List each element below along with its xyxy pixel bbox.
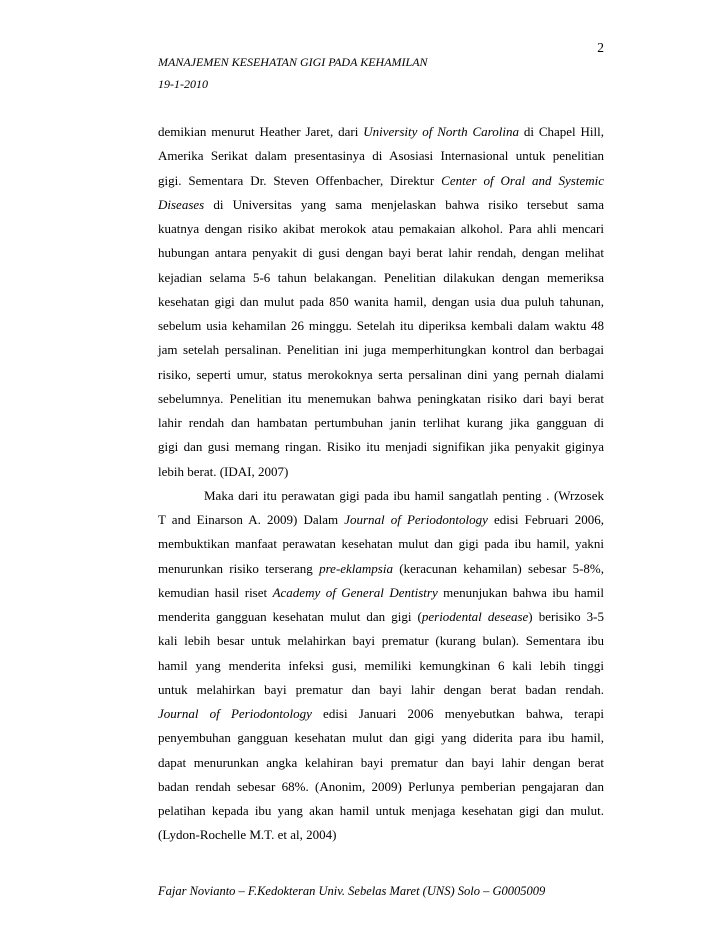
text-line: (Lydon-Rochelle M.T. et al, 2004)	[158, 827, 337, 843]
text-line: lebih berat. (IDAI, 2007)	[158, 463, 289, 479]
text-line: badan rendah sebesar 68%. (Anonim, 2009) Perlunya pemberian pengajaran dan	[158, 778, 604, 794]
text-line: sebelum usia kehamilan 26 minggu. Setelah itu diperiksa kembali dalam waktu 48	[158, 318, 604, 333]
running-header-date: 19-1-2010	[158, 77, 208, 91]
text-line	[158, 508, 604, 532]
text-line	[158, 557, 604, 581]
page-number: 2	[597, 40, 604, 55]
page-footer: Fajar Novianto – F.Kedokteran Univ. Sebelas Maret (UNS) Solo – G0005009	[158, 884, 546, 898]
italic-term: Journal of Periodontology	[344, 512, 488, 527]
text-line: lahir rendah dan hambatan pertumbuhan janin terlihat kurang jika gangguan di	[158, 415, 604, 430]
running-header-title: MANAJEMEN KESEHATAN GIGI PADA KEHAMILAN	[158, 55, 428, 69]
text-line: kesehatan gigi dan mulut pada 850 wanita hamil, dengan usia dua puluh tahunan,	[158, 293, 604, 309]
text-span: (keracunan kehamilan) sebesar 5-8%,	[392, 560, 604, 576]
text-line: jam setelah persalinan. Penelitian ini juga memperhitungkan kontrol dan berbagai	[158, 342, 604, 358]
text-span: ) berisiko 3-5	[528, 609, 604, 624]
text-line	[158, 605, 604, 629]
italic-term: periodental desease	[421, 609, 529, 624]
text-line	[158, 120, 604, 144]
italic-term: Journal of Periodontology	[158, 706, 312, 721]
text-span: edisi Januari 2006 menyebutkan bahwa, terapi	[311, 706, 604, 721]
text-line: kejadian selama 5-6 tahun belakangan. Penelitian dilakukan dengan memeriksa	[158, 269, 604, 285]
text-line: pelatihan kepada ibu yang akan hamil untuk menjaga kesehatan gigi dan mulut.	[158, 803, 604, 818]
text-span: di Chapel Hill,	[518, 124, 604, 139]
italic-term: University of North Carolina	[363, 124, 519, 139]
italic-term: pre-eklampsia	[319, 560, 393, 576]
text-line: penyembuhan gangguan kesehatan mulut dan gigi yang diderita para ibu hamil,	[158, 730, 604, 746]
text-line: sebelumnya. Penelitian itu menemukan bahwa peningkatan risiko dari bayi berat	[158, 390, 604, 406]
text-line: hubungan antara penyakit di gusi dengan bayi berat lahir rendah, dengan melihat	[158, 245, 604, 261]
text-span: demikian menurut Heather Jaret, dari	[158, 124, 364, 139]
text-span: menderita gangguan kesehatan mulut dan gigi (	[158, 609, 422, 624]
text-line: risiko, seperti umur, status merokoknya serta persalinan dini yang pernah dialami	[158, 366, 604, 382]
text-line	[158, 702, 604, 726]
body-text	[158, 120, 604, 848]
text-span: kemudian hasil riset	[158, 584, 273, 600]
text-line: untuk melahirkan bayi prematur dan bayi lahir dengan berat badan rendah.	[158, 681, 604, 697]
text-span: T and Einarson A. 2009) Dalam	[158, 512, 345, 527]
italic-term: Academy of General Dentistry	[272, 584, 438, 600]
text-span: menurunkan risiko terserang	[158, 560, 320, 576]
text-line: dapat menurunkan angka kelahiran bayi prematur dan bayi lahir dengan berat	[158, 754, 604, 770]
text-line: membuktikan manfaat perawatan kesehatan mulut dan gigi pada ibu hamil, yakni	[158, 536, 604, 552]
italic-term: Diseases	[158, 196, 205, 212]
text-span: edisi Februari 2006,	[487, 512, 604, 527]
text-span: gigi. Sementara Dr. Steven Offenbacher, Direktur	[158, 172, 442, 188]
paragraph-1	[158, 120, 604, 484]
text-line	[158, 193, 604, 217]
text-line	[158, 581, 604, 605]
text-line: kuatnya dengan risiko akibat merokok atau pemakaian alkohol. Para ahli mencari	[158, 221, 604, 236]
text-line: kali lebih besar untuk melahirkan bayi prematur (kurang bulan). Sementara ibu	[158, 633, 604, 649]
text-line: Amerika Serikat dalam presentasinya di Asosiasi Internasional untuk penelitian	[158, 148, 604, 164]
text-line: Maka dari itu perawatan gigi pada ibu hamil sangatlah penting . (Wrzosek	[204, 487, 604, 503]
text-line	[158, 169, 604, 193]
italic-term: Center of Oral and Systemic	[441, 172, 604, 188]
text-line: gigi dan gusi memang ringan. Risiko itu menjadi signifikan jika penyakit giginya	[158, 439, 604, 455]
text-line: hamil yang menderita infeksi gusi, memiliki kemungkinan 6 kali lebih tinggi	[158, 657, 604, 673]
text-span: menunjukan bahwa ibu hamil	[437, 584, 604, 600]
paragraph-2	[158, 484, 604, 848]
text-span: di Universitas yang sama menjelaskan bahwa risiko tersebut sama	[204, 196, 604, 212]
